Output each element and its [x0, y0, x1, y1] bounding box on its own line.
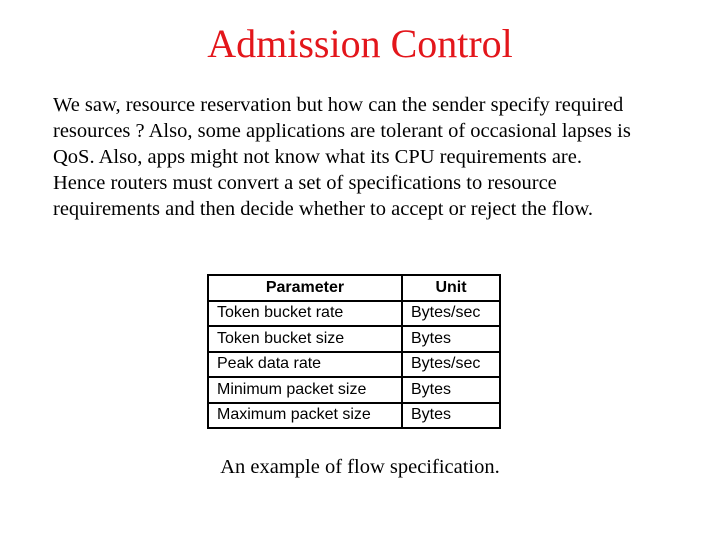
paragraph: We saw, resource reservation but how can the sender specify required resources ? Also, some applications are tolerant of occasional lapses is QoS. Also, apps might not know what its CPU requirements are.: [53, 94, 631, 168]
slide-title: Admission Control: [207, 21, 513, 66]
unit-cell: Bytes/sec: [402, 352, 500, 378]
header-unit: Unit: [402, 275, 500, 301]
parameter-cell: Maximum packet size: [208, 403, 402, 429]
parameter-cell: Peak data rate: [208, 352, 402, 378]
table-caption: An example of flow specification.: [220, 456, 500, 478]
parameter-cell: Token bucket size: [208, 326, 402, 352]
table-header-row: [208, 275, 500, 301]
parameter-cell: Token bucket rate: [208, 301, 402, 327]
unit-cell: Bytes/sec: [402, 301, 500, 327]
flow-spec-table: [207, 274, 501, 429]
table-row: [208, 301, 500, 327]
parameter-cell: Minimum packet size: [208, 377, 402, 403]
table-row: [208, 352, 500, 378]
table-row: [208, 326, 500, 352]
unit-cell: Bytes: [402, 403, 500, 429]
unit-cell: Bytes: [402, 326, 500, 352]
table-row: [208, 377, 500, 403]
body-text: [53, 92, 663, 222]
header-parameter: Parameter: [208, 275, 402, 301]
table-row: [208, 403, 500, 429]
unit-cell: Bytes: [402, 377, 500, 403]
paragraph: Hence routers must convert a set of specifications to resource requirements and then decide whether to accept or reject the flow.: [53, 172, 593, 220]
